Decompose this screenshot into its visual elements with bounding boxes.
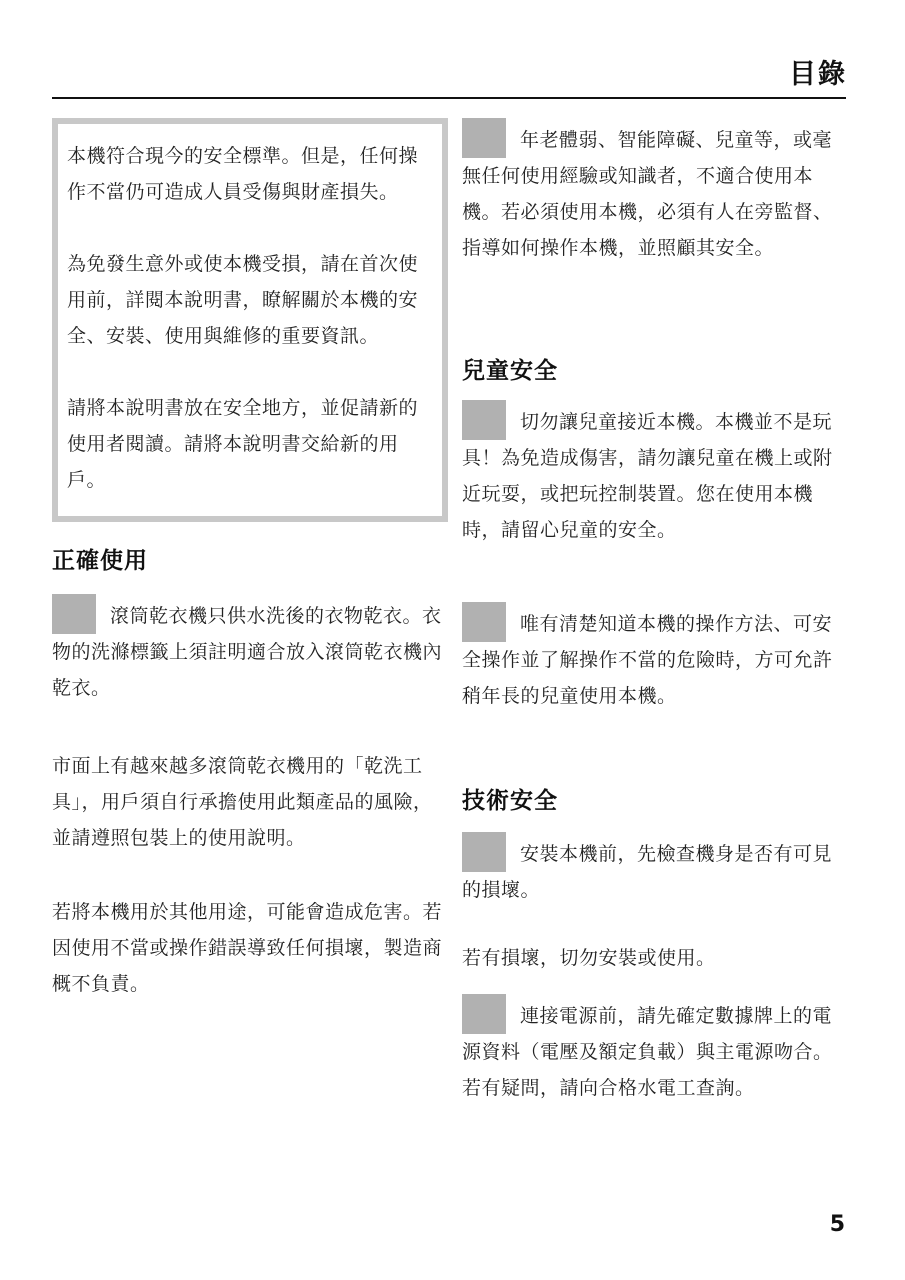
intro-box: [52, 118, 448, 522]
bullet-marker: [52, 594, 96, 634]
child-safety-paragraph-2: [462, 602, 846, 714]
correct-use-paragraph-3: 若將本機用於其他用途，可能會造成危害。若因使用不當或操作錯誤導致任何損壞，製造商概不負責。: [52, 901, 443, 995]
tech-safety-paragraph-1: [462, 832, 846, 908]
right-top-paragraph-text: 年老體弱、智能障礙、兒童等，或毫無任何使用經驗或知識者，不適合使用本機。若必須使用本機，必須有人在旁監督、指導如何操作本機，並照顧其安全。: [462, 129, 833, 259]
header-rule: [52, 97, 846, 99]
bullet-marker: [462, 994, 506, 1034]
bullet-marker: [462, 832, 506, 872]
bullet-marker: [462, 118, 506, 158]
left-column: [52, 118, 448, 995]
tech-safety-paragraph-2: 若有損壞，切勿安裝或使用。: [462, 947, 716, 969]
tech-safety-paragraph-3-text: 連接電源前，請先確定數據牌上的電源資料（電壓及額定負載）與主電源吻合。若有疑問，請向合格水電工查詢。: [462, 1005, 833, 1099]
tech-safety-paragraph-1-text: 安裝本機前，先檢查機身是否有可見的損壞。: [462, 843, 833, 901]
child-safety-title: 兒童安全: [462, 358, 558, 384]
correct-use-paragraph-1-text: 滾筒乾衣機只供水洗後的衣物乾衣。衣物的洗滌標籤上須註明適合放入滾筒乾衣機內乾衣。: [52, 605, 443, 699]
child-safety-paragraph-2-text: 唯有清楚知道本機的操作方法、可安全操作並了解操作不當的危險時，方可允許稍年長的兒童使用本機。: [462, 613, 833, 707]
right-top-paragraph: [462, 118, 846, 266]
page-number: 5: [829, 1212, 845, 1237]
header-title: 目錄: [789, 59, 847, 90]
intro-paragraph-1: 本機符合現今的安全標準。但是，任何操作不當仍可造成人員受傷與財產損失。: [67, 145, 419, 203]
intro-paragraph-2: 為免發生意外或使本機受損，請在首次使用前，詳閱本說明書，瞭解關於本機的安全、安裝、使用與維修的重要資訊。: [67, 253, 419, 347]
bullet-marker: [462, 400, 506, 440]
correct-use-title: 正確使用: [52, 548, 148, 574]
correct-use-paragraph-1: [52, 594, 448, 706]
child-safety-paragraph-1-text: 切勿讓兒童接近本機。本機並不是玩具！為免造成傷害，請勿讓兒童在機上或附近玩耍，或把玩控制裝置。您在使用本機時，請留心兒童的安全。: [462, 411, 833, 541]
tech-safety-paragraph-3: [462, 994, 846, 1106]
correct-use-paragraph-2: 市面上有越來越多滾筒乾衣機用的「乾洗工具」，用戶須自行承擔使用此類產品的風險，並請遵照包裝上的使用說明。: [52, 755, 433, 849]
child-safety-paragraph-1: [462, 400, 846, 548]
tech-safety-title: 技術安全: [462, 788, 558, 814]
bullet-marker: [462, 602, 506, 642]
intro-paragraph-3: 請將本說明書放在安全地方，並促請新的使用者閱讀。請將本說明書交給新的用戶。: [67, 397, 419, 491]
